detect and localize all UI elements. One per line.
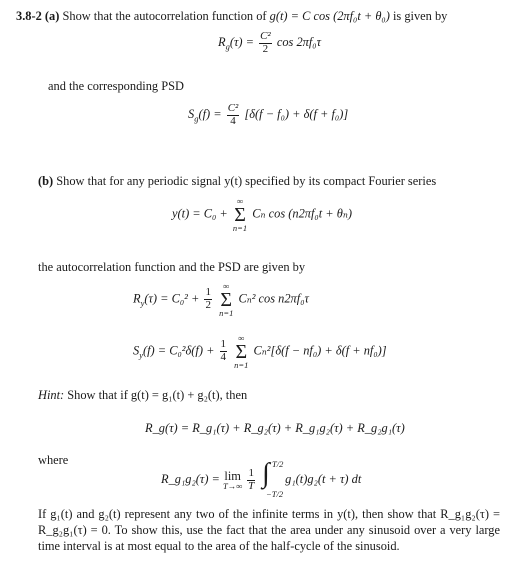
integral: ∫ T/2 −T/2 — [262, 458, 284, 499]
summation: ∞ Σ n=1 — [232, 196, 248, 233]
equation-psd-b: $S_y(f) = C_0^2\delta(f)$ + $\frac{1}{4}$ ∞ Σ n=1 Cₙ²[δ(f − nf₀) + δ(f + nf₀)] — [133, 333, 387, 370]
equation-hint: R_g(τ) = R_g₁(τ) + R_g₂(τ) + R_g₁g₂(τ) + R_g₂g₁(τ) — [145, 421, 405, 435]
equation-cross-correlation: R_g₁g₂(τ) = lim T→∞ $\frac{1}{T}$ ∫ T/2 −T/2 g₁(t)g₂(t + τ) dt — [161, 458, 362, 499]
part-a-label: (a) — [44, 9, 60, 23]
equation-psd-a: $S_g(f)$ = $\frac{\text{C²}}{4}$ [δ(f − f₀) + δ(f + f₀)] — [188, 102, 349, 127]
part-b-paragraph — [38, 174, 508, 190]
hint-label: Hint: — [38, 388, 65, 402]
fraction: $\frac{1}{T}$ — [248, 466, 255, 492]
equation-autocorrelation-a: $R_g(\tau)$ = $\frac{\text{C²}}{2}$ cos 2πf₀τ — [218, 30, 322, 55]
psd-intro: and the corresponding PSD — [48, 79, 184, 93]
autocorr-intro: the autocorrelation function and the PSD are given by — [38, 260, 306, 274]
part-b-text: Show that for any periodic signal y(t) specified by its compact Fourier series — [56, 174, 437, 188]
fraction: $\frac{1}{4}$ — [220, 338, 227, 363]
hint-text: Show that if g(t) = g₁(t) + g₂(t), then — [67, 388, 248, 402]
part-a-text: Show that the autocorrelation function of — [62, 9, 267, 23]
part-b-label: (b) — [38, 174, 54, 188]
closing-paragraph: If g₁(t) and g₂(t) represent any two of the infinite terms in y(t), then show that R_g₁g₂(τ) = R_g₂g₁(τ) = 0. To show this, use the fact that the area under any sinusoid over a very large time interval is at most equal to the area of the half-cycle of the sinusoid. — [38, 507, 500, 553]
summation: ∞ Σ n=1 — [219, 281, 234, 318]
is-given-by: is given by — [392, 9, 448, 23]
problem-number: 3.8-2 — [16, 9, 42, 23]
summation: ∞ Σ n=1 — [234, 333, 249, 370]
fraction: $\frac{\text{C²}}{2}$ — [260, 30, 271, 55]
limit-operator: lim T→∞ — [223, 468, 243, 491]
equation-fourier-series: y(t) = C₀ + ∞ Σ n=1 Cₙ cos (n2πf₀t + θₙ) — [172, 196, 352, 233]
equation-autocorrelation-b: $R_y(\tau) = C_0^2$ + $\frac{1}{2}$ ∞ Σ n=1 Cₙ² cos n2πf₀τ — [133, 281, 309, 318]
problem-header — [16, 9, 511, 25]
where-label: where — [38, 453, 69, 467]
fraction: $\frac{\text{C²}}{4}$ — [227, 102, 239, 127]
hint-paragraph — [38, 388, 247, 404]
given-function: g(t) = C cos (2πf₀t + θ₀) — [269, 9, 390, 23]
fraction: $\frac{1}{2}$ — [205, 286, 211, 311]
